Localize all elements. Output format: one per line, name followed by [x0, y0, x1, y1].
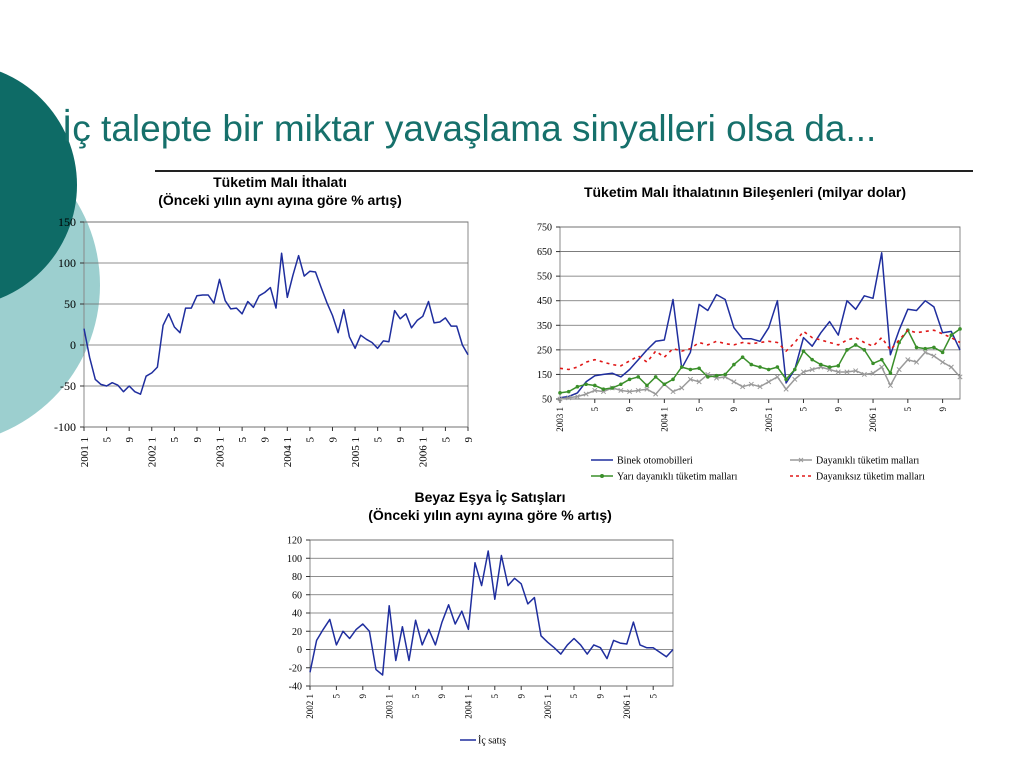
chart3-y-tick-label: 40	[292, 608, 302, 620]
chart2-x-tick-label: 9	[729, 407, 740, 412]
chart1-subtitle: (Önceki yılın aynı ayına göre % artış)	[158, 192, 402, 208]
chart1-x-tick-label: 2006 1	[417, 437, 430, 468]
chart1-x-tick-label: 5	[304, 437, 317, 443]
chart2-x-tick-label: 2003 1	[555, 407, 566, 432]
chart2-y-tick-label: 650	[537, 247, 552, 259]
chart1-y-tick-label: 0	[70, 338, 76, 353]
title-divider	[155, 170, 973, 172]
chart2-y-tick-label: 150	[537, 369, 552, 381]
chart1-x-tick-label: 5	[101, 437, 114, 443]
chart1-x-tick-label: 9	[327, 437, 340, 443]
chart3-y-tick-label: 60	[292, 590, 302, 602]
chart1-y-tick-label: -100	[54, 420, 76, 435]
chart1-y-tick-label: 50	[64, 297, 76, 312]
chart1-x-tick-label: 9	[124, 437, 137, 443]
chart2-x-tick-label: 5	[589, 407, 600, 412]
chart3-subtitle: (Önceki yılın aynı ayına göre % artış)	[368, 507, 612, 523]
chart3-y-tick-label: 80	[292, 572, 302, 583]
chart2-y-tick-label: 750	[537, 222, 552, 234]
chart2-legend-label: Binek otomobilleri	[617, 455, 693, 467]
chart3-title: Beyaz Eşya İç Satışları	[414, 489, 566, 505]
chart2-legend-label: Dayanıksız tüketim malları	[816, 471, 925, 483]
chart3-y-tick-label: 100	[287, 553, 302, 565]
chart3-x-tick-label: 5	[648, 694, 659, 699]
chart3-y-tick-label: -40	[288, 681, 302, 693]
chart2-y-tick-label: 450	[537, 296, 552, 308]
chart3-y-tick-label: 0	[297, 645, 302, 656]
chart1-y-tick-label: -50	[60, 379, 76, 394]
chart2-x-tick-label: 5	[902, 407, 913, 412]
chart1-x-tick-label: 9	[191, 437, 204, 443]
chart1-x-tick-label: 2001 1	[78, 437, 91, 468]
chart3-x-tick-label: 2004 1	[463, 694, 474, 719]
chart2-x-tick-label: 9	[624, 407, 635, 412]
chart1-x-tick-label: 9	[395, 437, 408, 443]
chart2-x-tick-label: 2005 1	[763, 407, 774, 432]
chart3-y-tick-label: -20	[288, 663, 302, 675]
chart2-x-tick-label: 9	[937, 407, 948, 412]
chart2-legend-label: Dayanıklı tüketim malları	[816, 455, 920, 467]
chart1-y-tick-label: 100	[58, 256, 76, 271]
chart1-title: Tüketim Malı İthalatı	[213, 174, 347, 190]
chart2-title-block	[530, 183, 960, 201]
chart2-x-tick-label: 2006 1	[868, 407, 879, 432]
chart3-title-block	[320, 488, 660, 524]
chart3-x-tick-label: 5	[569, 694, 580, 699]
chart1-title-block	[120, 173, 440, 209]
chart3-legend-label: İç satış	[478, 735, 507, 747]
chart1-x-tick-label: 2002 1	[146, 437, 159, 468]
chart1-x-tick-label: 5	[169, 437, 182, 443]
chart2-x-tick-label: 5	[798, 407, 809, 412]
chart1-x-tick-label: 5	[440, 437, 453, 443]
chart2-y-tick-label: 550	[537, 271, 552, 283]
chart3-x-tick-label: 5	[489, 694, 500, 699]
chart1-x-tick-label: 9	[259, 437, 272, 443]
chart1-x-tick-label: 5	[372, 437, 385, 443]
chart1-x-tick-label: 2003 1	[214, 437, 227, 468]
chart1-x-tick-label: 5	[236, 437, 249, 443]
chart3-x-tick-label: 9	[357, 694, 368, 699]
chart2-title: Tüketim Malı İthalatının Bileşenleri (milyar dolar)	[583, 184, 907, 200]
chart2-x-tick-label: 5	[694, 407, 705, 412]
chart3-x-tick-label: 5	[331, 694, 342, 699]
chart3-y-tick-label: 120	[287, 535, 302, 547]
chart2-x-tick-label: 2004 1	[659, 407, 670, 432]
chart3-x-tick-label: 9	[516, 694, 527, 699]
chart2-y-tick-label: 250	[537, 345, 552, 357]
chart1-y-tick-label: 150	[58, 215, 76, 230]
slide-title: İç talepte bir miktar yavaşlama sinyalleri olsa da...	[62, 108, 877, 149]
chart2-y-tick-label: 50	[542, 394, 552, 406]
chart3-x-tick-label: 2002 1	[305, 694, 316, 719]
chart3-x-tick-label: 2005 1	[542, 694, 553, 719]
chart3-x-tick-label: 2003 1	[384, 694, 395, 719]
chart3-y-tick-label: 20	[292, 626, 302, 638]
chart3-x-tick-label: 9	[595, 694, 606, 699]
chart3-x-tick-label: 2006 1	[621, 694, 632, 719]
chart3-x-tick-label: 5	[410, 694, 421, 699]
chart2-legend-label: Yarı dayanıklı tüketim malları	[617, 471, 738, 483]
chart1-x-tick-label: 2004 1	[282, 437, 295, 468]
chart2-y-tick-label: 350	[537, 320, 552, 332]
chart3-x-tick-label: 9	[437, 694, 448, 699]
chart1-x-tick-label: 9	[462, 437, 475, 443]
chart1-x-tick-label: 2005 1	[349, 437, 362, 468]
chart2-x-tick-label: 9	[833, 407, 844, 412]
